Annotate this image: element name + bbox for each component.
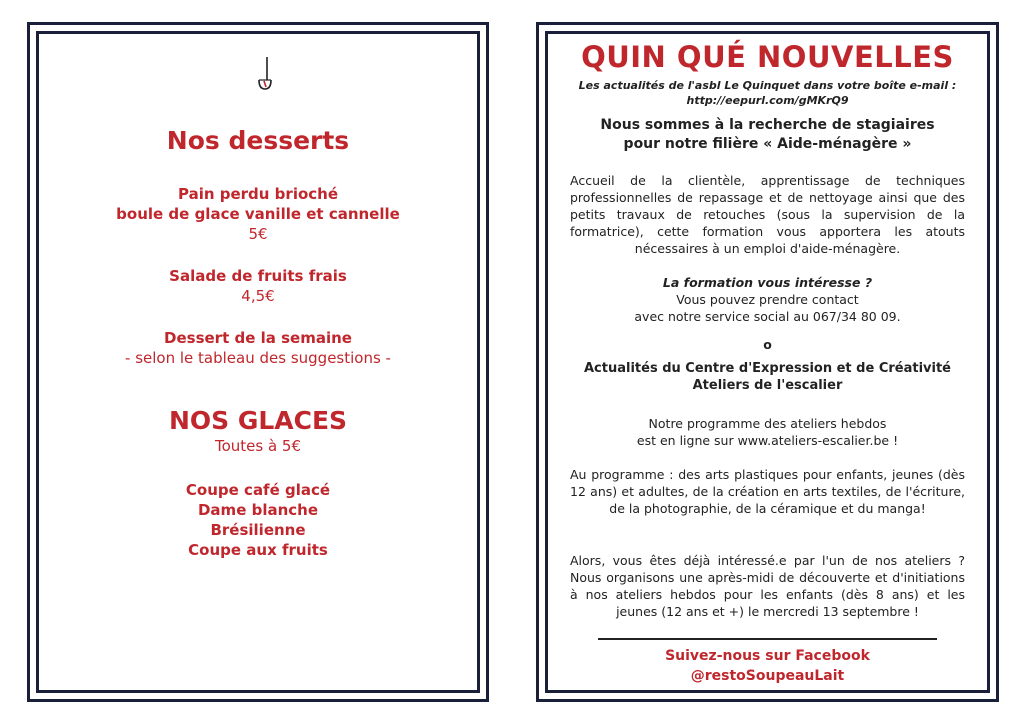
glaces-list-item: Coupe café glacé: [185, 481, 331, 499]
newsletter-title: QUIN QUÉ NOUVELLES: [581, 40, 954, 74]
dessert-item-price: 5€: [248, 225, 268, 243]
dessert-item-line2: boule de glace vanille et cannelle: [116, 205, 400, 223]
newsletter-subtitle-line1: Les actualités de l'asbl Le Quinquet dans votre boîte e-mail :: [578, 79, 957, 92]
desserts-title: Nos desserts: [166, 126, 350, 155]
glaces-subtitle: Toutes à 5€: [214, 437, 302, 455]
desserts-menu-inner-frame: [36, 31, 480, 693]
dessert-item-name: Salade de fruits frais: [169, 267, 347, 285]
formation-question: La formation vous intéresse ?: [662, 275, 873, 290]
contact-line2: avec notre service social au 067/34 80 09.: [634, 309, 901, 324]
newsletter-inner-frame: [545, 31, 990, 693]
dessert-item-note: - selon le tableau des suggestions -: [125, 349, 391, 367]
contact-block: [570, 274, 965, 325]
programme-line2: est en ligne sur www.ateliers-escalier.be !: [636, 433, 899, 448]
dessert-item-price: 4,5€: [241, 287, 275, 305]
dessert-item-salade: [39, 266, 477, 306]
facebook-footer: [548, 646, 987, 686]
glaces-title: NOS GLACES: [168, 406, 348, 435]
centre-heading: [570, 360, 965, 394]
alors-text: Alors, vous êtes déjà intéressé.e par l'un de nos ateliers ? Nous organisons une après-midi de découverte et d'initiations à nos ateliers hebdos pour les enfants (dès 8 ans) et les jeunes (12 ans et +) le mercredi 13 septembre !: [570, 553, 965, 619]
desserts-menu-panel: [27, 22, 489, 702]
newsletter-link[interactable]: http://eepurl.com/gMKrQ9: [686, 94, 849, 107]
separator-glyph: o: [763, 337, 772, 352]
dessert-item-line1: Pain perdu brioché: [177, 185, 339, 203]
dessert-item-pain-perdu: [39, 184, 477, 244]
contact-line1: Vous pouvez prendre contact: [676, 292, 859, 307]
au-programme-text: Au programme : des arts plastiques pour enfants, jeunes (dès 12 ans) et adultes, de la création en arts textiles, de l'écriture, de la photographie, de la céramique et du manga!: [570, 467, 965, 516]
stage-heading-line1: Nous sommes à la recherche de stagiaires: [600, 117, 935, 133]
facebook-footer-line1: Suivez-nous sur Facebook: [665, 648, 870, 664]
facebook-handle[interactable]: @restoSoupeauLait: [690, 668, 845, 684]
newsletter-panel: [536, 22, 999, 702]
glaces-list-item: Brésilienne: [210, 521, 306, 539]
centre-heading-line1: Actualités du Centre d'Expression et de Créativité: [584, 361, 951, 376]
ladle-icon: [255, 56, 275, 92]
stage-heading-line2: pour notre filière « Aide-ménagère »: [623, 136, 912, 152]
footer-divider: [598, 638, 937, 640]
dessert-item-name: Dessert de la semaine: [164, 329, 352, 347]
glaces-list: [39, 480, 477, 560]
stage-heading: [548, 116, 987, 154]
programme-block: [570, 415, 965, 449]
centre-heading-line2: Ateliers de l'escalier: [692, 378, 843, 393]
glaces-list-item: Dame blanche: [197, 501, 319, 519]
glaces-list-item: Coupe aux fruits: [188, 541, 328, 559]
newsletter-subtitle: [548, 78, 987, 108]
stage-description: Accueil de la clientèle, apprentissage de techniques professionnelles de repassage et de nettoyage ainsi que des petits travaux de retouches (sous la supervision de la formatrice), cette formation vous apportera les atouts nécessaires à un emploi d'aide-ménagère.: [570, 173, 965, 256]
dessert-item-semaine: [39, 328, 477, 368]
programme-line1: Notre programme des ateliers hebdos: [648, 416, 887, 431]
